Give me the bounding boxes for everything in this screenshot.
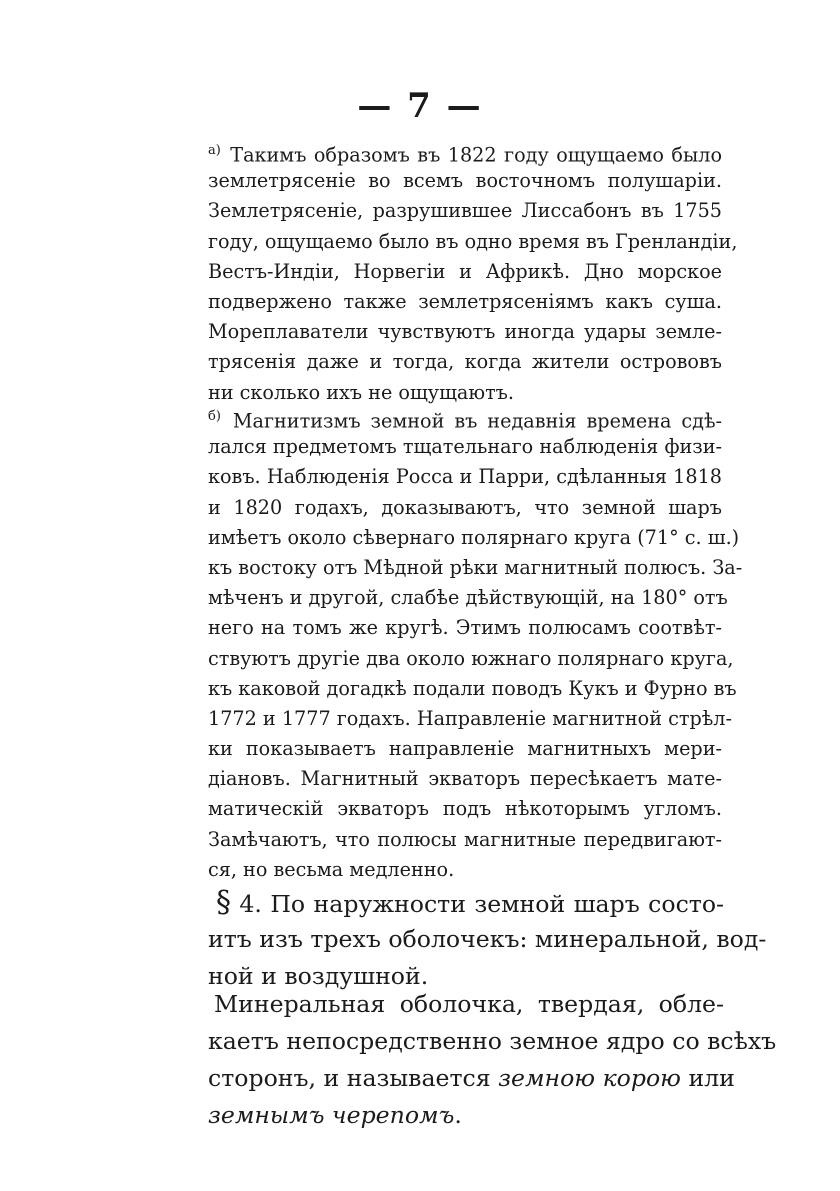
footnote-line: 1772 и 1777 годахъ. Направленіе магнитной стрѣл- — [208, 706, 732, 730]
footnote-line: и 1820 годахъ, доказываютъ, что земной шаръ — [208, 495, 722, 519]
paragraph-line: каетъ непосредственно земное ядро со всѣхъ — [208, 1027, 777, 1055]
paragraph-text: или — [680, 1064, 735, 1092]
footnote-marker: б) — [208, 409, 221, 424]
footnote-line: діановъ. Магнитный экваторъ пересѣкаетъ мате- — [208, 767, 722, 791]
footnote-line: къ востоку отъ Мѣдной рѣки магнитный полюсъ. За- — [208, 555, 743, 579]
section-heading — [208, 884, 767, 995]
body-paragraph — [208, 986, 777, 1134]
footnote-line: Мореплаватели чувствуютъ иногда удары земле- — [208, 320, 722, 344]
footnote-line: Землетрясеніе, разрушившее Лиссабонъ въ 1755 — [208, 199, 722, 223]
paragraph-line — [208, 1097, 724, 1134]
footnote-line: подвержено также землетрясеніямъ какъ суша. — [208, 289, 722, 313]
footnote-line: землетрясеніе во всемъ восточномъ полушаріи. — [208, 169, 722, 193]
section-line: итъ изъ трехъ оболочекъ: минеральной, вод- — [208, 925, 767, 953]
section-sign: § — [216, 885, 231, 920]
italic-term: земною корою — [498, 1064, 681, 1092]
footnote-line: ковъ. Наблюденія Росса и Парри, сдѣланныя 1818 — [208, 465, 722, 489]
footnote-line: Замѣчаютъ, что полюсы магнитные передвигают- — [208, 827, 722, 851]
footnote-line: него на томъ же кругѣ. Этимъ полюсамъ соотвѣт- — [208, 616, 722, 640]
footnote-line: ствуютъ другіе два около южнаго полярнаго круга, — [208, 646, 734, 670]
footnote-b — [208, 402, 743, 885]
section-text: По наружности земной шаръ состо- — [270, 890, 725, 918]
footnote-line: лался предметомъ тщательнаго наблюденія физи- — [208, 435, 722, 459]
footnote-line: ся, но весьма медленно. — [208, 857, 455, 881]
footnote-line: трясенія даже и тогда, когда жители острововъ — [208, 350, 722, 374]
footnote-line: мѣченъ и другой, слабѣе дѣйствующій, на 180° отъ — [208, 586, 728, 610]
footnote-a — [208, 136, 738, 408]
paragraph-text: . — [454, 1101, 462, 1129]
italic-term: земнымъ черепомъ — [208, 1101, 455, 1129]
footnote-line: матическій экваторъ подъ нѣкоторымъ угломъ. — [208, 797, 722, 821]
footnote-line: году, ощущаемо было въ одно время въ Гренландіи, — [208, 229, 738, 253]
paragraph-line: Минеральная оболочка, твердая, обле- — [214, 990, 724, 1018]
footnote-line: къ каковой догадкѣ подали поводъ Кукъ и Фурно въ — [208, 676, 737, 700]
footnote-line: ни сколько ихъ не ощущаютъ. — [208, 380, 514, 404]
section-line — [208, 884, 724, 921]
footnote-line — [208, 402, 722, 432]
section-number: 4. — [239, 890, 262, 918]
footnote-marker: а) — [208, 143, 221, 158]
footnote-line — [208, 136, 722, 166]
footnote-text: Такимъ образомъ въ 1822 году ощущаемо было — [230, 143, 722, 167]
paragraph-text: сторонъ, и называется — [208, 1064, 499, 1092]
page-number: — 7 — — [357, 86, 483, 126]
footnote-line: ки показываетъ направленіе магнитныхъ мери- — [208, 737, 722, 761]
footnote-line: имѣетъ около сѣвернаго полярнаго круга (71° с. ш.) — [208, 525, 740, 549]
footnote-line: Вестъ-Индіи, Норвегіи и Африкѣ. Дно морское — [208, 259, 722, 283]
section-line: ной и воздушной. — [208, 962, 429, 990]
footnote-text: Магнитизмъ земной въ недавнія времена сдѣ- — [232, 409, 722, 433]
paragraph-line — [208, 1060, 735, 1097]
